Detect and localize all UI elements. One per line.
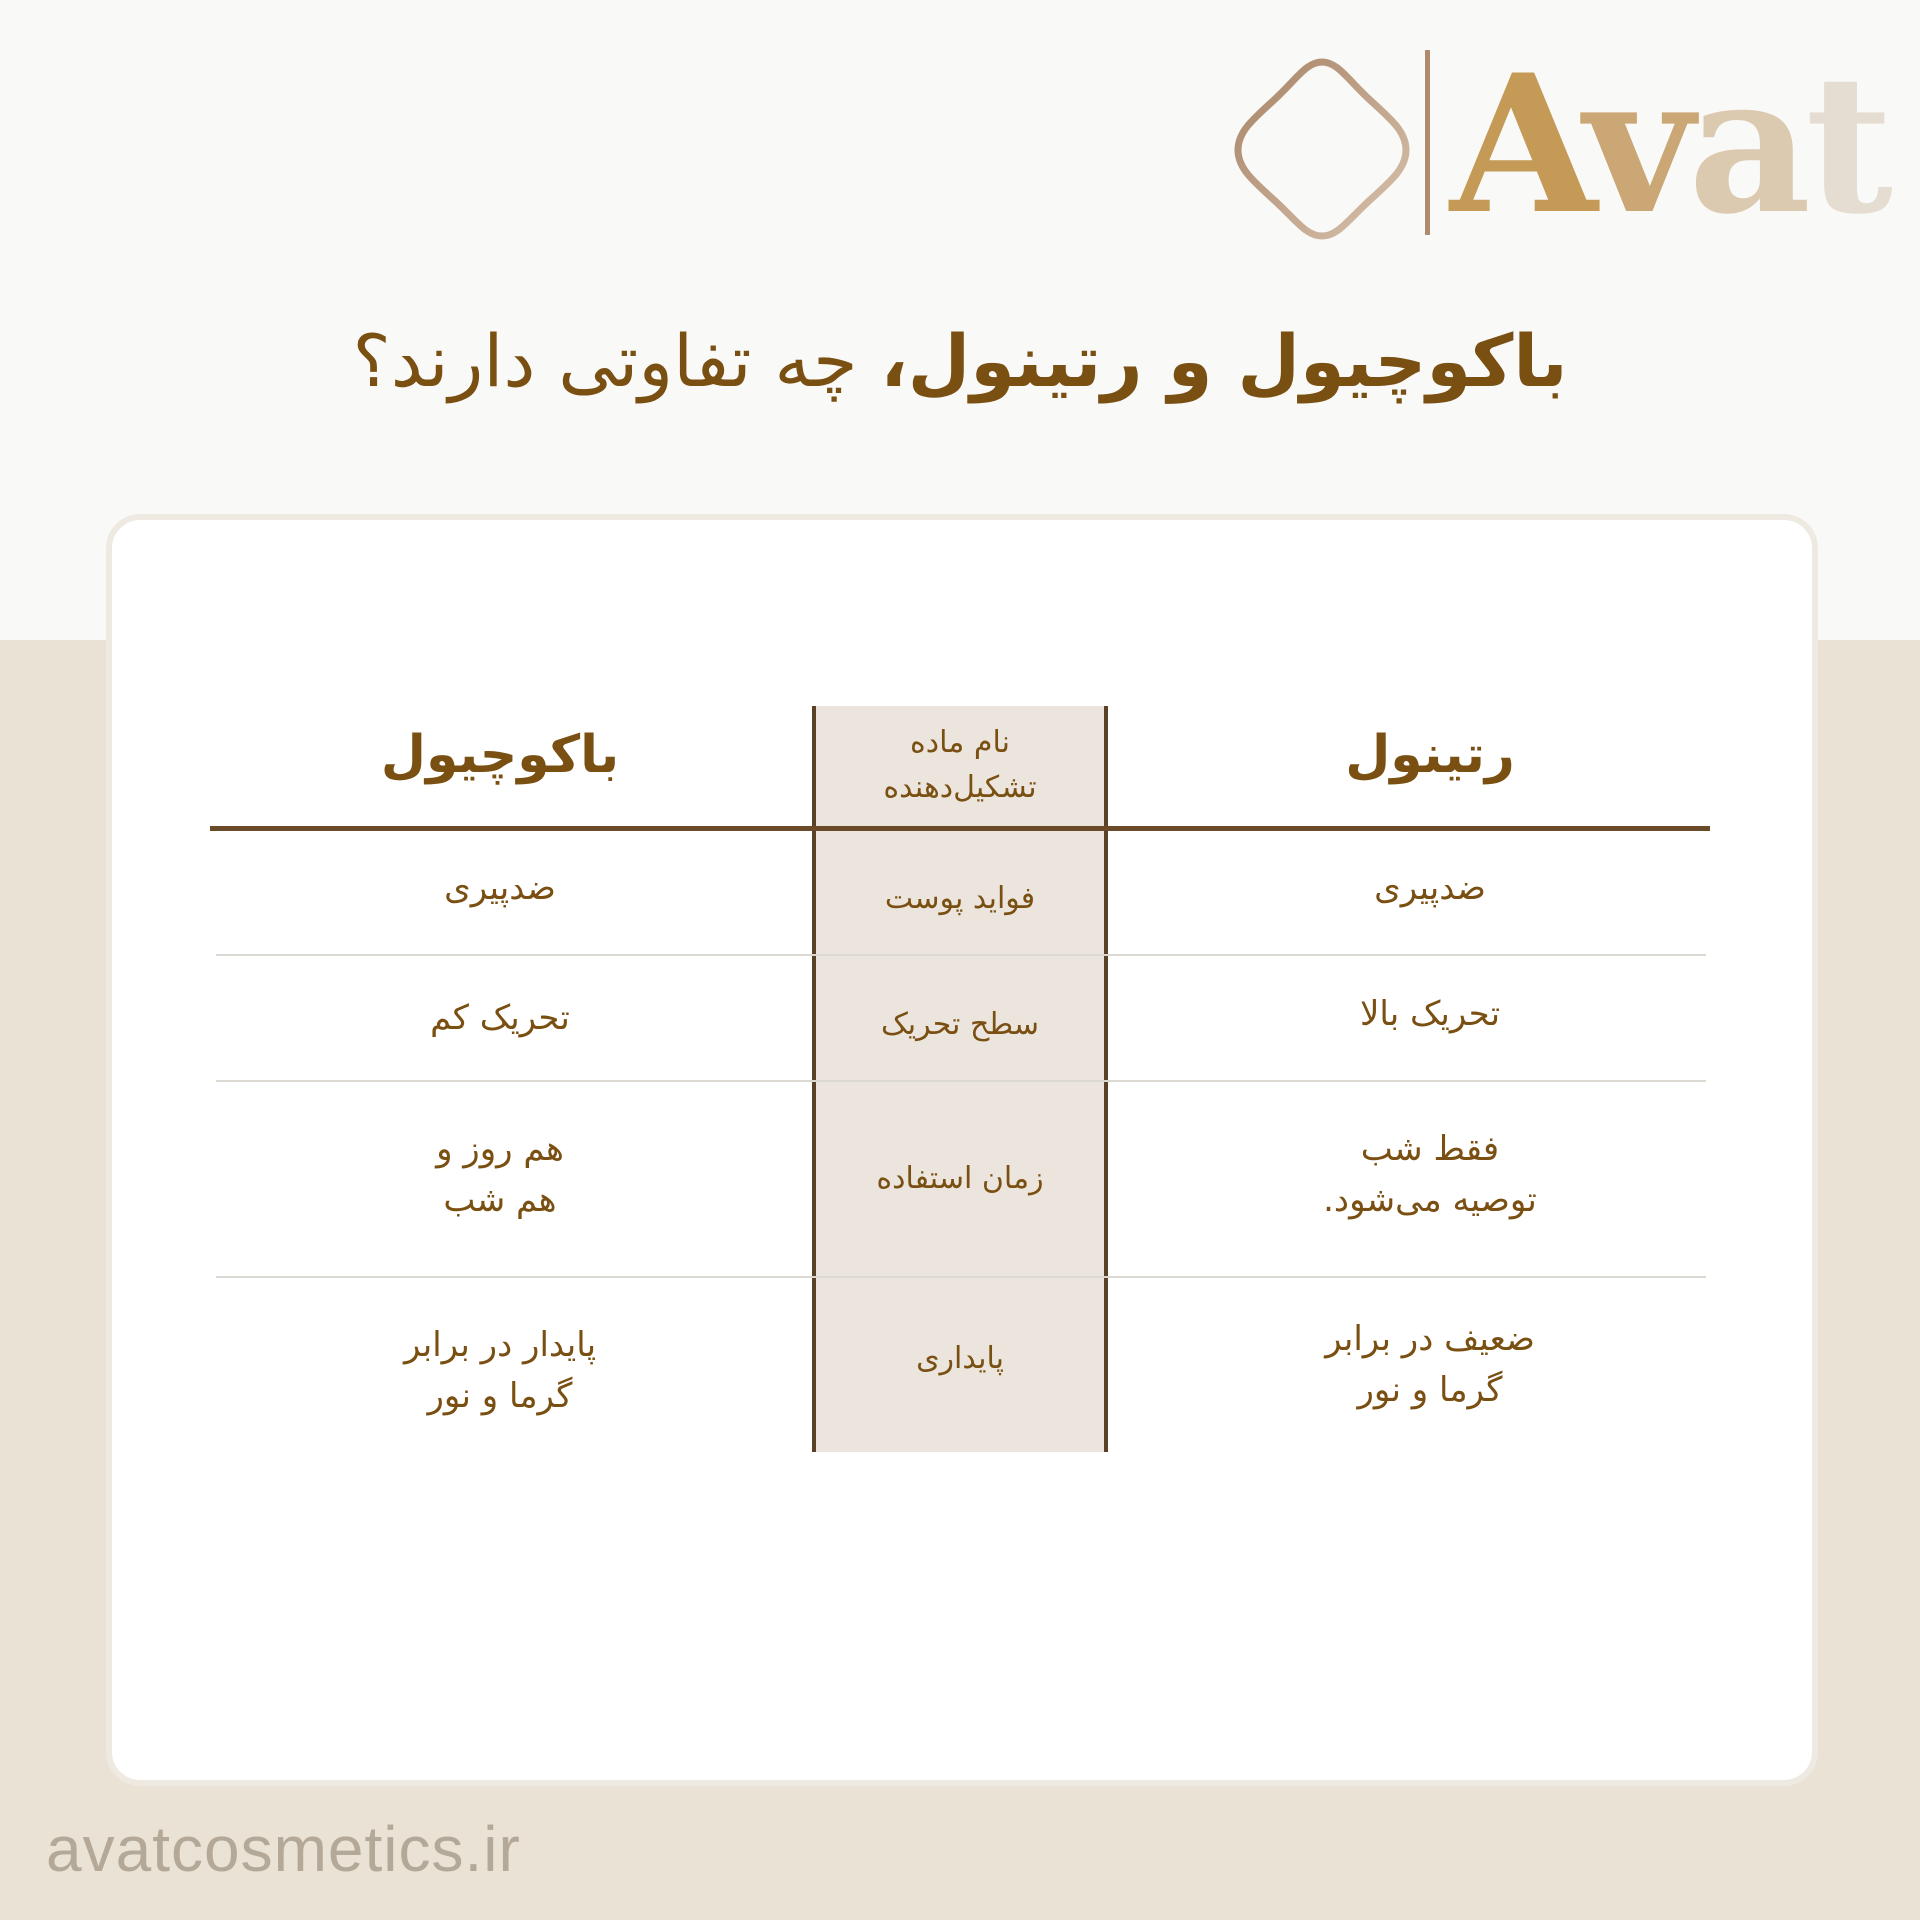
logo-wordmark: Avat: [1450, 33, 1888, 256]
title-regular: چه تفاوتی دارند؟: [352, 319, 881, 403]
website-url: avatcosmetics.ir: [46, 1813, 521, 1885]
row-divider: [216, 954, 1706, 956]
header-retinol: رتینول: [1345, 725, 1515, 785]
cell-retinol-irritation: تحریک بالا: [1359, 993, 1501, 1034]
header-ingredient: نام ماده تشکیل‌دهنده: [883, 725, 1037, 805]
header-divider: [210, 826, 1710, 831]
cell-retinol-stability: ضعیف در برابر گرما و نور: [1325, 1319, 1535, 1410]
cell-label-benefit: فواید پوست: [884, 880, 1036, 916]
title-bold: باکوچیول و رتینول،: [880, 319, 1568, 403]
cell-bakuchiol-irritation: تحریک کم: [430, 997, 570, 1038]
cell-bakuchiol-usage: هم روز و هم شب: [436, 1129, 564, 1220]
cell-label-stability: پایداری: [916, 1340, 1004, 1376]
cell-retinol-usage: فقط شب توصیه می‌شود.: [1323, 1129, 1537, 1220]
cell-bakuchiol-benefit: ضدپیری: [444, 867, 556, 908]
cell-bakuchiol-stability: پایدار در برابر گرما و نور: [403, 1325, 597, 1416]
brand-logo: [1230, 33, 1888, 256]
row-divider: [216, 1080, 1706, 1082]
row-divider: [216, 1276, 1706, 1278]
header-bakuchiol: باکوچیول: [380, 725, 620, 785]
page-title: [0, 318, 1920, 404]
cell-label-irritation: سطح تحریک: [880, 1006, 1040, 1042]
cell-label-usage: زمان استفاده: [876, 1160, 1044, 1196]
cell-retinol-benefit: ضدپیری: [1374, 867, 1486, 908]
